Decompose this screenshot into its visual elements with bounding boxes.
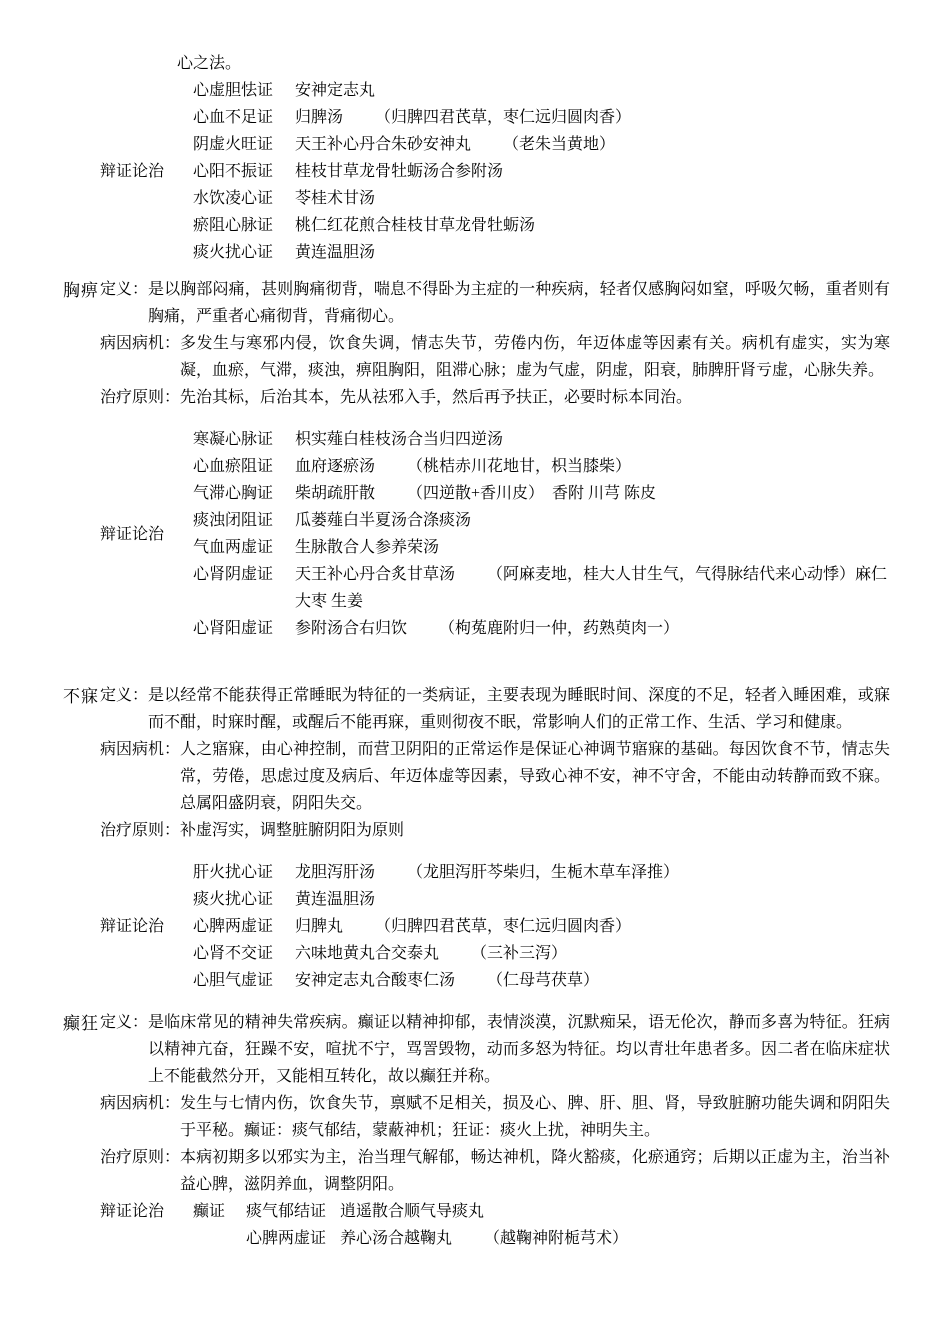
formula-name: 龙胆泻肝汤	[295, 864, 376, 881]
mnemonic-note: （越鞠神附栀芎术）	[484, 1230, 629, 1247]
syndrome-name: 痰浊闭阻证	[193, 512, 274, 529]
formula-name: 养心汤合越鞠丸	[340, 1230, 453, 1247]
mnemonic-note: （四逆散+香川皮） 香附 川芎 陈皮	[407, 485, 657, 502]
treatment-principle-paragraph	[100, 384, 890, 411]
syndrome-row	[193, 158, 890, 185]
syndrome-row	[193, 1225, 890, 1252]
mnemonic-note: （老朱当黄地）	[503, 136, 616, 153]
bianzheng-lunzhi-label: 辩证论治	[100, 1203, 165, 1220]
syndrome-name: 心脾两虚证	[246, 1230, 327, 1247]
paragraph-label: 治疗原则：	[100, 822, 181, 839]
syndrome-name: 寒凝心脉证	[193, 431, 274, 448]
treatment-principle-paragraph	[100, 817, 890, 844]
paragraph-text: 是以经常不能获得正常睡眠为特征的一类病证，主要表现为睡眠时间、深度的不足，轻者入睡困难，或寐而不酣，时寐时醒，或醒后不能再寐，重则彻夜不眠，常影响人们的正常工作、生活、学习和健康。	[148, 687, 890, 731]
syndrome-name: 痰气郁结证	[246, 1203, 327, 1220]
formula-cell	[340, 1225, 890, 1252]
paragraph-label: 病因病机：	[100, 1095, 181, 1112]
syndrome-name: 气血两虚证	[193, 539, 274, 556]
paragraph-label: 定义：	[100, 281, 149, 298]
formula-name: 参附汤合右归饮	[295, 620, 408, 637]
syndrome-row	[193, 480, 890, 507]
paragraph-label: 定义：	[100, 1014, 149, 1031]
mnemonic-note: （阿麻麦地，桂大人甘生气，气得脉结代来心动悸）麻仁 大枣 生姜	[295, 566, 888, 610]
bianzheng-block	[100, 77, 890, 266]
paragraph-text: 多发生与寒邪内侵，饮食失调，情志失节，劳倦内伤，年迈体虚等因素有关。病机有虚实，实为寒凝，血瘀，气滞，痰浊，痹阻胸阳，阻滞心脉；虚为气虚，阴虚，阳衰，肺脾肝肾亏虚，心脉失养。	[180, 335, 890, 379]
formula-cell	[295, 561, 890, 615]
formula-name: 桃仁红花煎合桂枝甘草龙骨牡蛎汤	[295, 217, 536, 234]
formula-name: 黄连温胆汤	[295, 244, 376, 261]
mnemonic-note: （归脾四君芪草，枣仁远归圆肉香）	[375, 109, 632, 126]
formula-name: 枳实薤白桂枝汤合当归四逆汤	[295, 431, 504, 448]
formula-name: 血府逐瘀汤	[295, 458, 376, 475]
syndrome-row	[193, 859, 890, 886]
mnemonic-note: （归脾四君芪草，枣仁远归圆肉香）	[375, 918, 632, 935]
syndrome-row	[193, 185, 890, 212]
bianzheng-block	[100, 426, 890, 642]
formula-cell	[295, 886, 890, 913]
syndrome-list	[193, 859, 890, 994]
syndrome-row	[193, 886, 890, 913]
syndrome-list	[193, 1198, 890, 1252]
mnemonic-note: （三补三泻）	[471, 945, 568, 962]
disease-section-xiongbi	[63, 276, 890, 642]
syndrome-row	[193, 426, 890, 453]
mnemonic-note: （枸菟鹿附归一仲，药熟萸肉一）	[439, 620, 680, 637]
syndrome-row	[193, 104, 890, 131]
formula-name: 归脾丸	[295, 918, 344, 935]
syndrome-row	[193, 913, 890, 940]
syndrome-row	[193, 940, 890, 967]
formula-cell	[295, 426, 890, 453]
syndrome-name: 阴虚火旺证	[193, 136, 274, 153]
syndrome-name: 心肾不交证	[193, 945, 274, 962]
formula-cell	[295, 453, 890, 480]
syndrome-row	[193, 239, 890, 266]
formula-cell	[295, 131, 890, 158]
definition-paragraph	[100, 682, 890, 736]
disease-category-label: 癫证	[193, 1203, 226, 1220]
syndrome-name: 气滞心胸证	[193, 485, 274, 502]
formula-name: 生脉散合人参养荣汤	[295, 539, 440, 556]
paragraph-text: 是临床常见的精神失常疾病。癫证以精神抑郁，表情淡漠，沉默痴呆，语无伦次，静而多喜为特征。狂病以精神亢奋，狂躁不安，喧扰不宁，骂詈毁物，动而多怒为特征。均以青壮年患者多。因二者在临床症状上不能截然分开，又能相互转化，故以癫狂并称。	[148, 1014, 890, 1085]
formula-name: 安神定志丸	[295, 82, 376, 99]
syndrome-row	[193, 507, 890, 534]
formula-cell	[295, 104, 890, 131]
formula-name: 天王补心丹合朱砂安神丸	[295, 136, 472, 153]
treatment-principle-paragraph	[100, 1144, 890, 1198]
syndrome-name: 肝火扰心证	[193, 864, 274, 881]
syndrome-row	[193, 77, 890, 104]
syndrome-row	[193, 131, 890, 158]
formula-name: 天王补心丹合炙甘草汤	[295, 566, 456, 583]
syndrome-name: 瘀阻心脉证	[193, 217, 274, 234]
section-title: 癫狂	[63, 1014, 99, 1033]
paragraph-text: 本病初期多以邪实为主，治当理气解郁，畅达神机，降火豁痰，化瘀通窍；后期以正虚为主，治当补益心脾，滋阴养血，调整阴阳。	[180, 1149, 890, 1193]
definition-paragraph	[100, 276, 890, 330]
category-spacer	[193, 1225, 246, 1252]
syndrome-name: 心肾阴虚证	[193, 566, 274, 583]
mnemonic-note: （桃桔赤川花地甘，枳当膝柴）	[407, 458, 632, 475]
paragraph-text: 人之寤寐，由心神控制，而营卫阴阳的正常运作是保证心神调节寤寐的基础。每因饮食不节，情志失常，劳倦，思虑过度及病后、年迈体虚等因素，导致心神不安，神不守舍，不能由动转静而致不寐。总属阳盛阴衰，阴阳失交。	[180, 741, 890, 812]
formula-cell	[295, 212, 890, 239]
mnemonic-note: （龙胆泻肝芩柴归，生栀木草车泽推）	[407, 864, 680, 881]
formula-cell	[295, 507, 890, 534]
formula-name: 瓜蒌薤白半夏汤合涤痰汤	[295, 512, 472, 529]
paragraph-text: 补虚泻实，调整脏腑阴阳为原则	[180, 822, 405, 839]
formula-cell	[295, 239, 890, 266]
paragraph-label: 治疗原则：	[100, 389, 181, 406]
continued-text-line: 心之法。	[177, 55, 242, 72]
bianzheng-block	[100, 859, 890, 994]
syndrome-name: 心虚胆怯证	[193, 82, 274, 99]
syndrome-name: 心血不足证	[193, 109, 274, 126]
formula-name: 逍遥散合顺气导痰丸	[340, 1203, 485, 1220]
formula-cell	[295, 615, 890, 642]
syndrome-row	[193, 453, 890, 480]
syndrome-name: 心阳不振证	[193, 163, 274, 180]
mnemonic-note: （仁母芎茯草）	[487, 972, 600, 989]
disease-section-continued	[100, 50, 890, 266]
bianzheng-block	[100, 1198, 890, 1252]
syndrome-name: 心胆气虚证	[193, 972, 274, 989]
formula-cell	[295, 859, 890, 886]
syndrome-name: 心脾两虚证	[193, 918, 274, 935]
bianzheng-lunzhi-label: 辩证论治	[100, 163, 165, 180]
syndrome-row	[193, 615, 890, 642]
paragraph-text: 先治其标，后治其本，先从祛邪入手，然后再予扶正，必要时标本同治。	[180, 389, 693, 406]
formula-name: 黄连温胆汤	[295, 891, 376, 908]
formula-cell	[295, 185, 890, 212]
formula-name: 六味地黄丸合交泰丸	[295, 945, 440, 962]
paragraph-label: 治疗原则：	[100, 1149, 181, 1166]
syndrome-name: 痰火扰心证	[193, 244, 274, 261]
syndrome-row	[193, 1198, 890, 1225]
paragraph-label: 定义：	[100, 687, 149, 704]
formula-cell	[295, 77, 890, 104]
syndrome-name: 心血瘀阻证	[193, 458, 274, 475]
formula-name: 柴胡疏肝散	[295, 485, 376, 502]
formula-cell	[295, 158, 890, 185]
formula-name: 苓桂术甘汤	[295, 190, 376, 207]
syndrome-name: 痰火扰心证	[193, 891, 274, 908]
formula-name: 安神定志丸合酸枣仁汤	[295, 972, 456, 989]
paragraph-text: 是以胸部闷痛，甚则胸痛彻背，喘息不得卧为主症的一种疾病，轻者仅感胸闷如窒，呼吸欠畅，重者则有胸痛，严重者心痛彻背，背痛彻心。	[148, 281, 890, 325]
etiology-paragraph	[100, 1090, 890, 1144]
paragraph-label: 病因病机：	[100, 741, 181, 758]
syndrome-row	[193, 534, 890, 561]
disease-section-diankuang	[63, 1009, 890, 1252]
section-title: 胸痹	[63, 281, 99, 300]
bianzheng-lunzhi-label: 辩证论治	[100, 525, 165, 543]
syndrome-name: 心肾阳虚证	[193, 620, 274, 637]
formula-name: 桂枝甘草龙骨牡蛎汤合参附汤	[295, 163, 504, 180]
paragraph-text: 发生与七情内伤，饮食失节，禀赋不足相关，损及心、脾、肝、胆、肾，导致脏腑功能失调和阴阳失于平秘。癫证：痰气郁结，蒙蔽神机；狂证：痰火上扰，神明失主。	[180, 1095, 890, 1139]
syndrome-list	[193, 77, 890, 266]
syndrome-row	[193, 561, 890, 615]
syndrome-list	[193, 426, 890, 642]
formula-cell	[295, 940, 890, 967]
syndrome-row	[193, 967, 890, 994]
bianzheng-lunzhi-label: 辩证论治	[100, 918, 165, 935]
formula-cell	[295, 480, 890, 507]
formula-cell	[295, 534, 890, 561]
disease-section-bumei	[63, 682, 890, 994]
formula-cell	[295, 967, 890, 994]
section-title: 不寐	[63, 687, 99, 706]
definition-paragraph	[100, 1009, 890, 1090]
paragraph-label: 病因病机：	[100, 335, 181, 352]
formula-name: 归脾汤	[295, 109, 344, 126]
syndrome-name: 水饮凌心证	[193, 190, 274, 207]
etiology-paragraph	[100, 330, 890, 384]
formula-cell	[295, 913, 890, 940]
syndrome-row	[193, 212, 890, 239]
formula-cell	[340, 1198, 890, 1225]
etiology-paragraph	[100, 736, 890, 817]
